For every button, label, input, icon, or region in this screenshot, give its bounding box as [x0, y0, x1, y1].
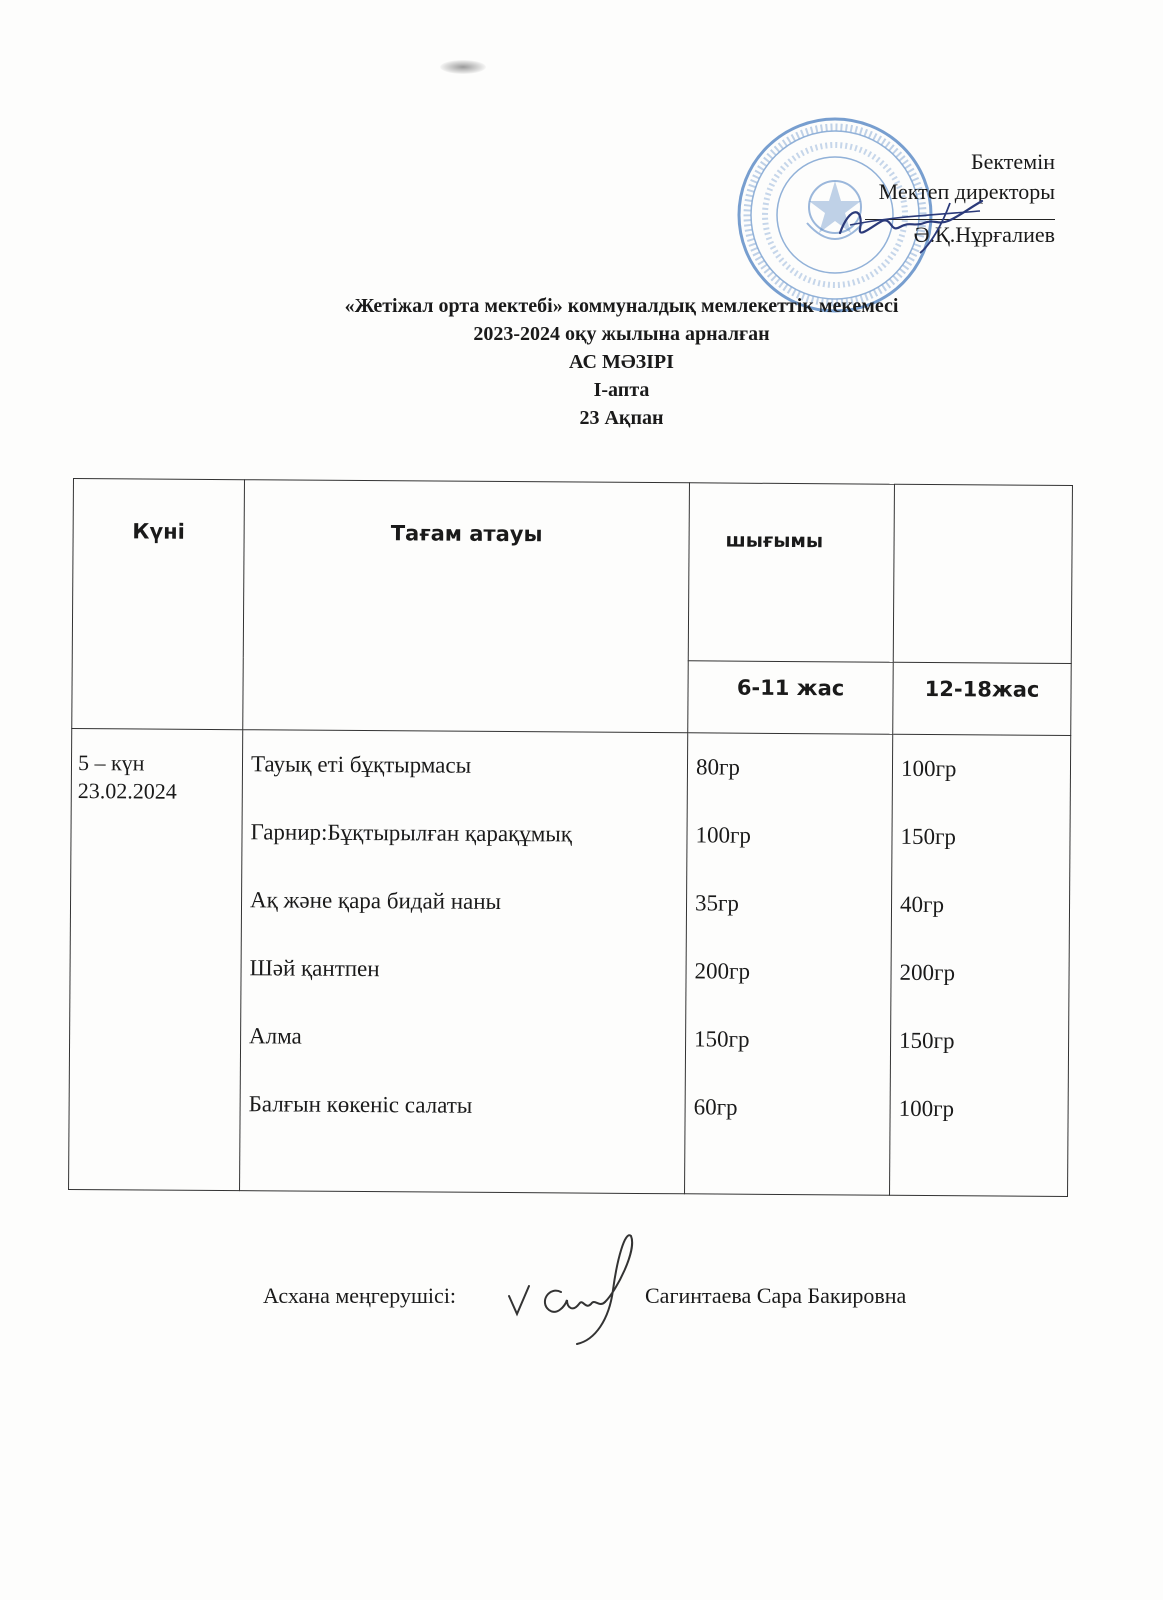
portion-young: 100гр [695, 822, 752, 848]
footer-name: Сагинтаева Сара Бакировна [645, 1283, 907, 1308]
approval-label: Бектемін [971, 149, 1055, 174]
approval-position: Мектеп директоры [878, 179, 1055, 204]
young-portion-cell [685, 733, 893, 1195]
school-year: 2023-2024 оқу жылына арналған [473, 323, 770, 345]
dish-item: Шәй қантпен [249, 955, 380, 982]
day-label: 5 – күн [77, 750, 145, 776]
header-age-old: 12-18жас [893, 662, 1071, 735]
dish-cell [240, 730, 688, 1194]
portion-young: 60гр [693, 1094, 738, 1120]
director-signature [830, 195, 990, 255]
portion-young: 80гр [695, 754, 741, 780]
portion-old: 40гр [899, 891, 945, 918]
approval-name: Ә.Қ.Нұрғалиев [913, 222, 1055, 247]
header-age-young: 6-11 жас [688, 661, 894, 735]
header-empty [893, 484, 1072, 663]
cook-signature [505, 1230, 645, 1350]
portion-old: 150гр [900, 823, 957, 850]
portion-old: 100гр [900, 755, 957, 782]
document-heading [0, 292, 1163, 432]
dish-item: Тауық еті бұқтырмасы [250, 751, 472, 778]
header-output: шығымы [688, 483, 894, 662]
dish-item: Ақ және қара бидай наны [249, 887, 502, 914]
dish-item: Гарнир:Бұқтырылған қарақұмық [250, 819, 573, 847]
old-portion-cell [890, 734, 1071, 1196]
week-label: І-апта [593, 379, 650, 401]
table-header-row [72, 479, 1072, 664]
menu-date: 23 Ақпан [579, 407, 664, 429]
header-day: Күні [72, 479, 245, 730]
table-row [69, 728, 1071, 1196]
portion-old: 150гр [899, 1027, 955, 1054]
day-date: 23.02.2024 [77, 778, 177, 804]
menu-table [68, 478, 1073, 1197]
dish-item: Балғын көкеніс салаты [248, 1091, 473, 1118]
header-dish: Тағам атауы [243, 480, 690, 733]
portion-old: 200гр [899, 959, 956, 986]
institution-name: «Жетіжал орта мектебі» коммуналдық мемлекеттік мекемесі [344, 295, 899, 317]
document-title: АС МӘЗІРІ [569, 351, 674, 373]
portion-young: 150гр [694, 1026, 750, 1052]
portion-old: 100гр [898, 1095, 955, 1122]
footer-role: Асхана меңгерушісі: [263, 1283, 457, 1308]
portion-young: 200гр [694, 958, 751, 984]
portion-young: 35гр [694, 890, 740, 916]
scan-smudge [440, 60, 486, 74]
day-cell [69, 728, 243, 1190]
dish-item: Алма [249, 1023, 302, 1049]
